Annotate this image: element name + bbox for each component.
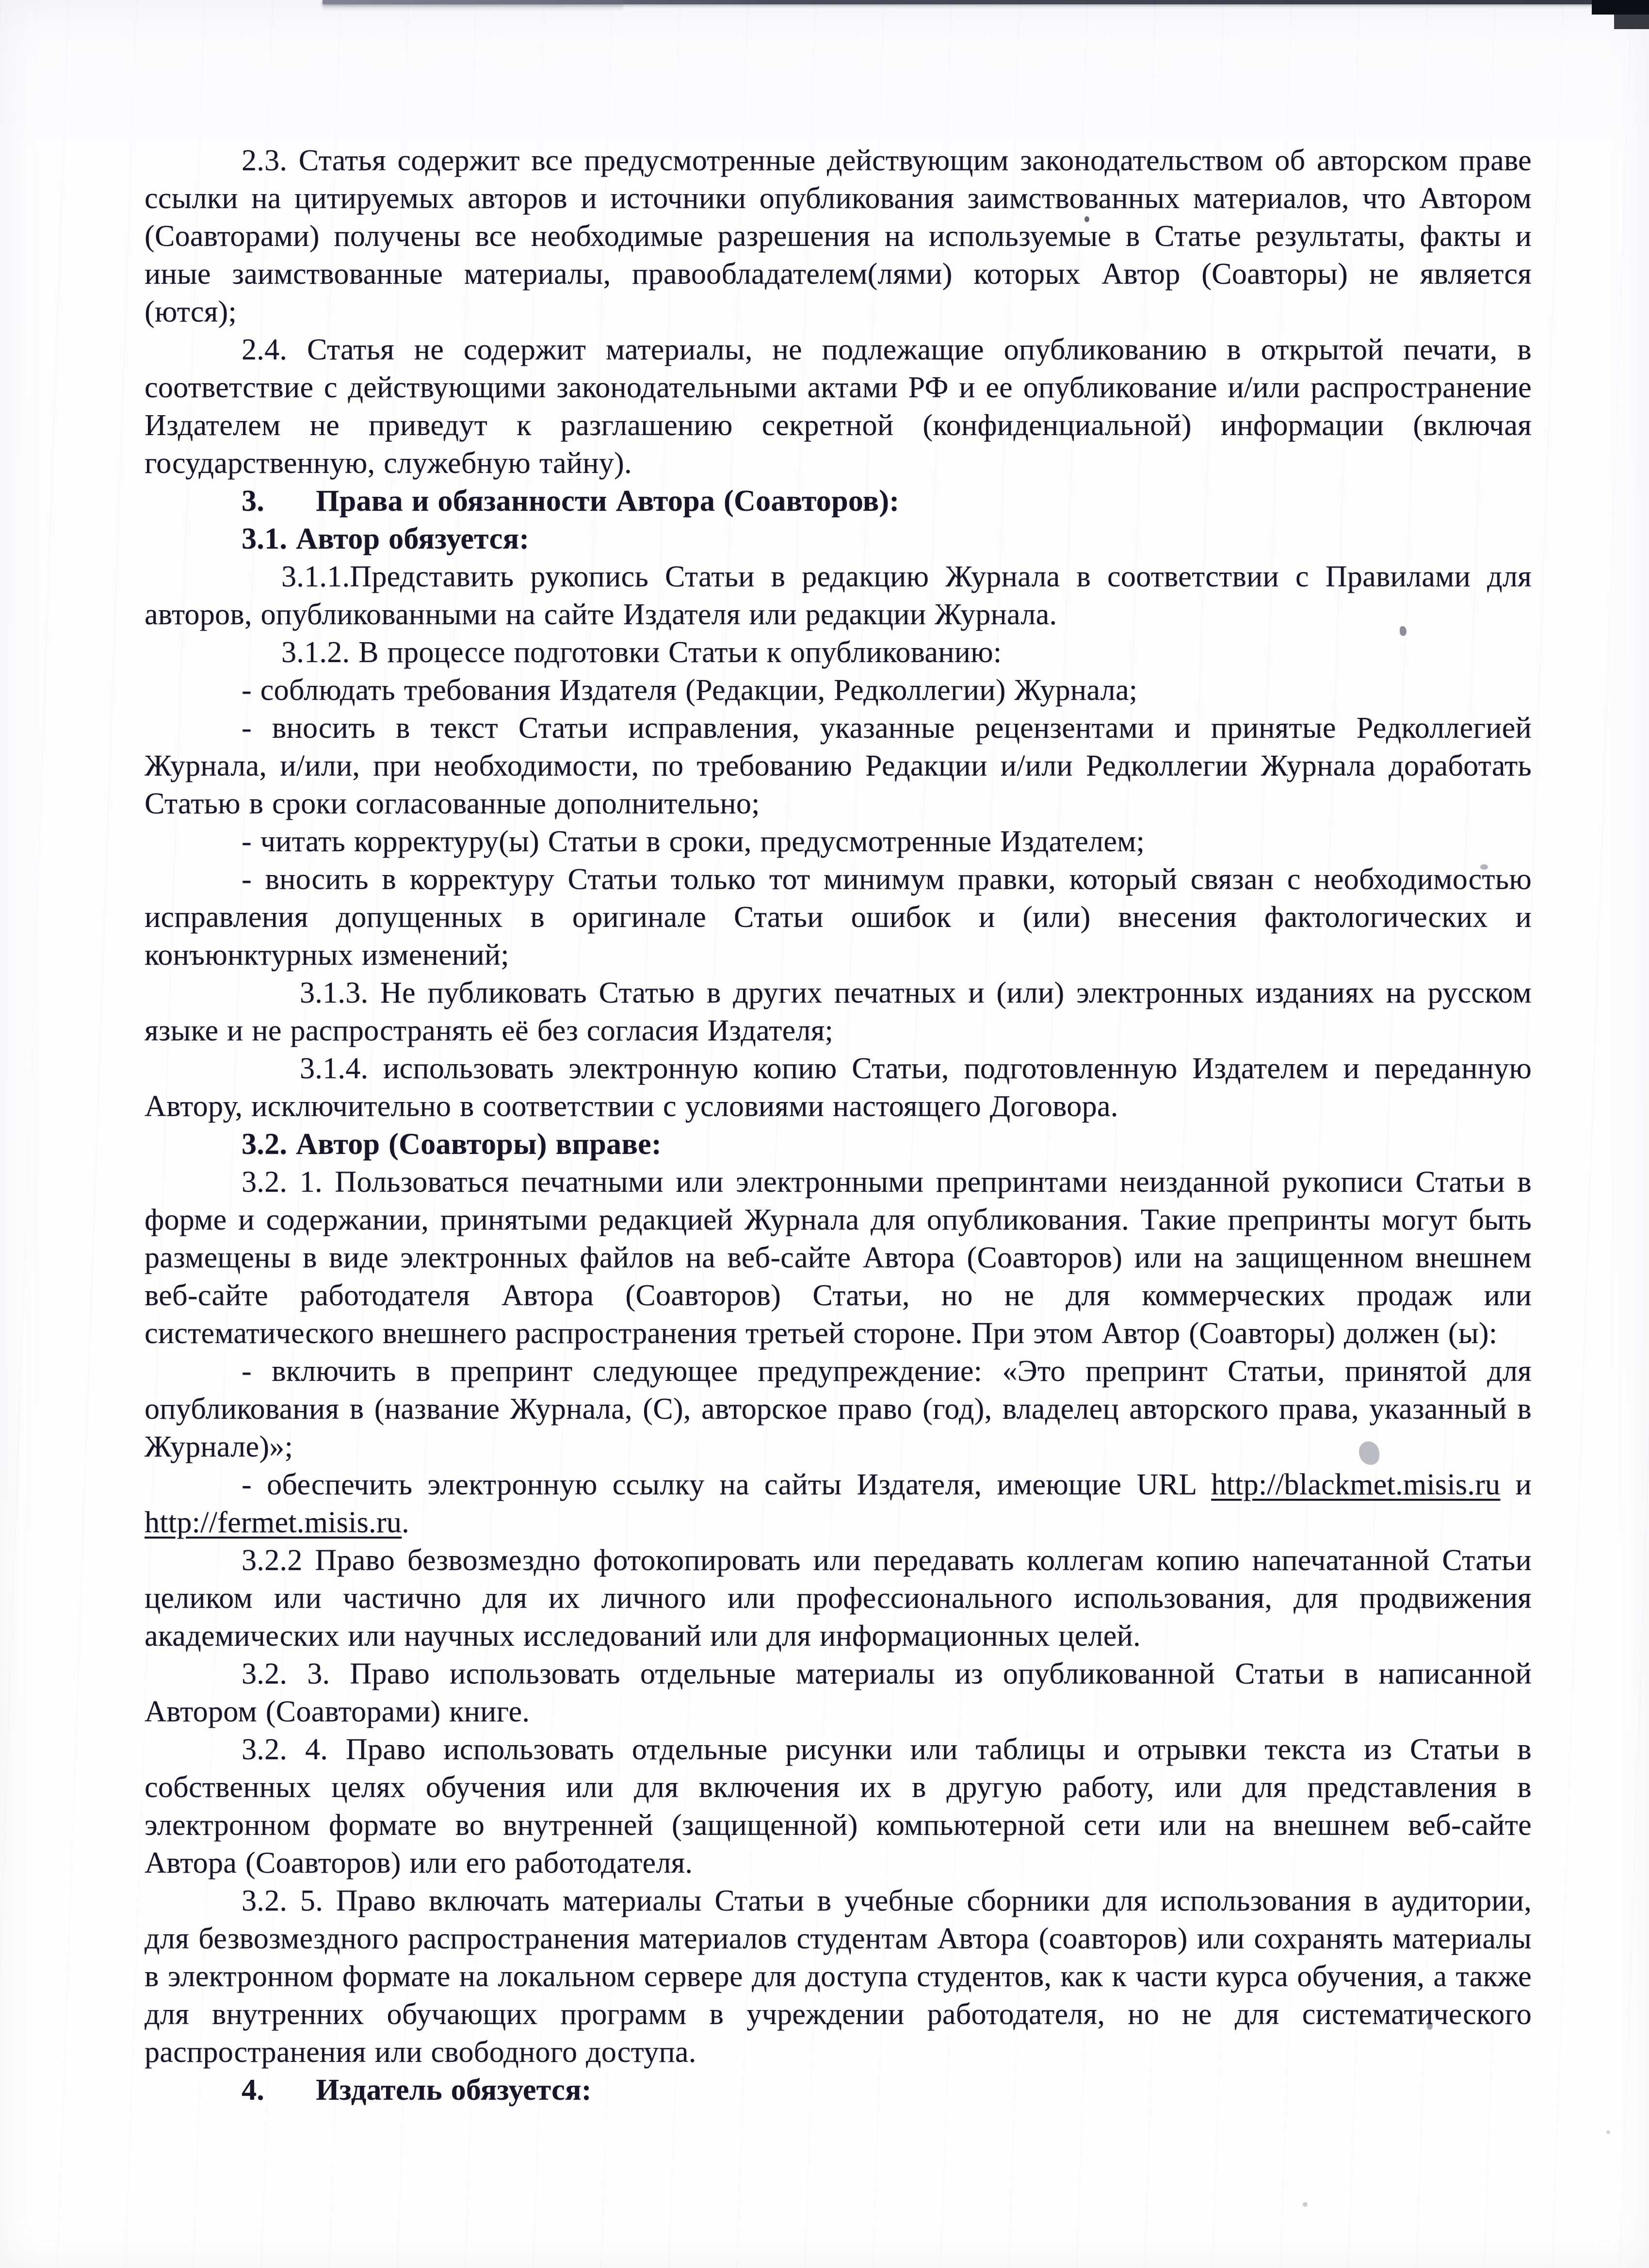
clause-2-3: 2.3. Статья содержит все предусмотренные действующим законодательством об авторском праве ссылки на цитируемых авторов и источники опубликования заимствованных материалов, что Автором (Соавторами) получены все необходимые разрешения на используемые в Статье результаты, факты и иные заимствованные материалы, правообладателем(лями) которых Автор (Соавторы) не является (ются);	[145, 144, 1532, 328]
conjunction-text: и	[1500, 1468, 1532, 1501]
bullet-publisher-links-text: - обеспечить электронную ссылку на сайты Издателя, имеющие URL	[242, 1468, 1212, 1501]
section-3-number: 3.	[242, 485, 265, 518]
publisher-url-blackmet: http://blackmet.misis.ru	[1211, 1468, 1501, 1501]
bullet-read-proofs: - читать корректуру(ы) Статьи в сроки, предусмотренные Издателем;	[242, 825, 1145, 858]
scan-artifact-corner-blob	[1614, 15, 1649, 29]
clause-3-1-4: 3.1.4. использовать электронную копию Статьи, подготовленную Издателем и переданную Автору, исключительно в соответствии с условиями настоящего Договора.	[145, 1052, 1532, 1123]
clause-3-2-3: 3.2. 3. Право использовать отдельные материалы из опубликованной Статьи в написанной Автором (Соавторами) книге.	[145, 1657, 1532, 1728]
section-4-heading	[145, 2071, 1532, 2109]
bullet-preprint-notice: - включить в препринт следующее предупреждение: «Это препринт Статьи, принятой для опубликования в (название Журнала, (С), авторское право (год), владелец авторского права, указанный в Журнале)»;	[145, 1355, 1532, 1463]
publisher-url-fermet: http://fermet.misis.ru	[145, 1506, 402, 1539]
bullet-publisher-links	[145, 1466, 1532, 1541]
clause-2-4: 2.4. Статья не содержит материалы, не подлежащие опубликованию в открытой печати, в соответствие с действующими законодательными актами РФ и ее опубликование и/или распространение Издателем не приведут к разглашению секретной (конфиденциальной) информации (включая государственную, служебную тайну).	[145, 333, 1532, 480]
clause-3-1-1: 3.1.1.Представить рукопись Статьи в редакцию Журнала в соответствии с Правилами для авторов, опубликованными на сайте Издателя или редакции Журнала.	[145, 560, 1532, 631]
clause-3-2-5: 3.2. 5. Право включать материалы Статьи в учебные сборники для использования в аудитории, для безвозмездного распространения материалов студентам Автора (соавторов) или сохранять материалы в электронном формате на локальном сервере для доступа студентов, как к части курса обучения, а также для внутренних обучающих программ в учреждении работодателя, но не для систематического распространения или свободного доступа.	[145, 1884, 1532, 2069]
contract-text-block	[145, 142, 1532, 2109]
section-4-title: Издатель обязуется:	[316, 2074, 592, 2106]
clause-3-2-4: 3.2. 4. Право использовать отдельные рисунки или таблицы и отрывки текста из Статьи в собственных целях обучения или для включения их в другую работу, или для представления в электронном формате во внутренней (защищенной) компьютерной сети или на внешнем веб-сайте Автора (Соавторов) или его работодателя.	[145, 1733, 1532, 1879]
section-4-number: 4.	[242, 2074, 265, 2106]
bullet-incorporate-corrections: - вносить в текст Статьи исправления, указанные рецензентами и принятые Редколлегией Журнала, и/или, при необходимости, по требованию Редакции и/или Редколлегии Журнала доработать Статью в сроки согласованные дополнительно;	[145, 712, 1532, 820]
clause-3-1-heading: 3.1. Автор обязуется:	[242, 522, 530, 555]
clause-3-2-heading: 3.2. Автор (Соавторы) вправе:	[242, 1128, 662, 1161]
sentence-period: .	[402, 1506, 409, 1539]
scan-artifact-top-haze	[323, 0, 623, 12]
section-3-title: Права и обязанности Автора (Соавторов):	[316, 485, 900, 518]
bullet-comply-requirements: - соблюдать требования Издателя (Редакции, Редколлегии) Журнала;	[242, 674, 1138, 707]
section-3-heading	[145, 482, 1532, 520]
scan-artifact-corner-blob	[1592, 0, 1649, 15]
clause-3-2-2: 3.2.2 Право безвозмездно фотокопировать или передавать коллегам копию напечатанной Статьи целиком или частично для их личного или профессионального использования, для продвижения академических или научных исследований или для информационных целей.	[145, 1544, 1532, 1652]
clause-3-1-2: 3.1.2. В процессе подготовки Статьи к опубликованию:	[281, 636, 1002, 669]
scan-speck	[1606, 2130, 1610, 2134]
bullet-minimal-proof-changes: - вносить в корректуру Статьи только тот минимум правки, который связан с необходимостью исправления допущенных в оригинале Статьи ошибок и (или) внесения фактологических и конъюнктурных изменений;	[145, 863, 1532, 972]
clause-3-1-3: 3.1.3. Не публиковать Статью в других печатных и (или) электронных изданиях на русском языке и не распространять её без согласия Издателя;	[145, 976, 1532, 1047]
scan-speck	[1303, 2202, 1308, 2207]
clause-3-2-1: 3.2. 1. Пользоваться печатными или электронными препринтами неизданной рукописи Статьи в форме и содержании, принятыми редакцией Журнала для опубликования. Такие препринты могут быть размещены в виде электронных файлов на веб-сайте Автора (Соавторов) или на защищенном внешнем веб-сайте работодателя Автора (Соавторов) Статьи, но не для коммерческих продаж или систематического внешнего распространения третьей стороне. При этом Автор (Соавторы) должен (ы):	[145, 1166, 1532, 1350]
